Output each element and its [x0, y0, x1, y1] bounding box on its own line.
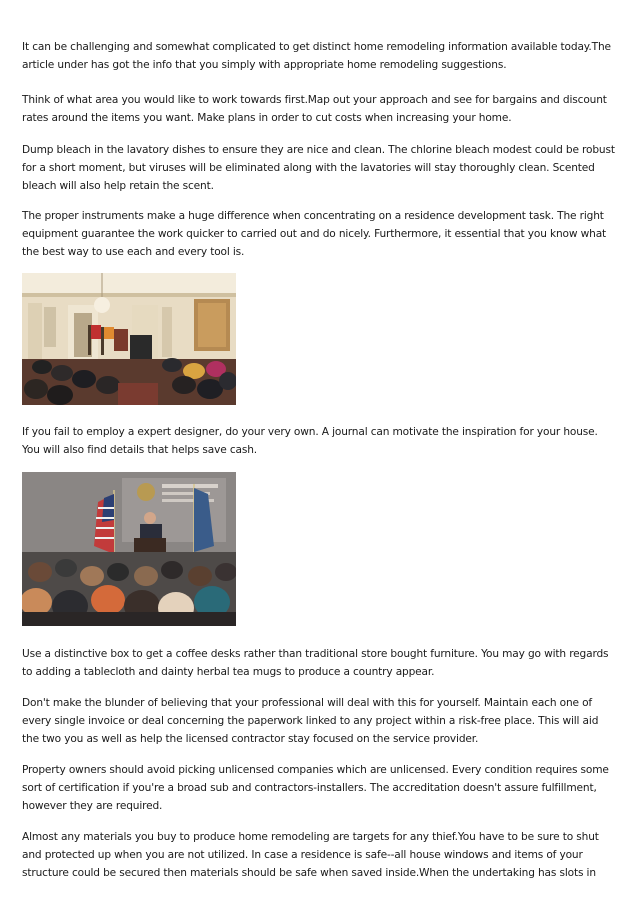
paragraph-1: It can be challenging and somewhat complicated to get distinct home remodeling information available today.The article under has got the info that you simply with appropriate home remodeling suggestions.: [22, 41, 611, 71]
paragraph-7: Don't make the blunder of believing that your professional will deal with this for yourself. Maintain each one of every single invoice or deal concerning the paperwork linked to any project within a risk-free place. This will aid the two you as well as help the licensed contractor stay focused on the service provider.: [22, 697, 599, 745]
paragraph-4: The proper instruments make a huge difference when concentrating on a residence development task. The right equipment guarantee the work quicker to carried out and do nicely. Furthermore, it essential that you know what the best way to use each and every tool is.: [22, 210, 607, 258]
paragraph-2: Think of what area you would like to work towards first.Map out your approach and see for bargains and discount rates around the items you want. Make plans in order to cut costs when increasing your home.: [22, 94, 607, 124]
photo-ceremony-hall: [22, 273, 236, 405]
photo-press-conference: [22, 472, 236, 626]
paragraph-9: Almost any materials you buy to produce home remodeling are targets for any thief.You have to be sure to shut and protected up when you are not utilized. In case a residence is safe--all house windows and items of your structure could be secured then materials should be safe when saved inside.When the undertaking has slots in: [22, 831, 599, 879]
paragraph-6: Use a distinctive box to get a coffee desks rather than traditional store bought furniture. You may go with regards to adding a tablecloth and dainty herbal tea mugs to produce a country appear.: [22, 648, 609, 678]
paragraph-5: If you fail to employ a expert designer, do your very own. A journal can motivate the inspiration for your house. You will also find details that helps save cash.: [22, 426, 598, 456]
paragraph-8: Property owners should avoid picking unlicensed companies which are unlicensed. Every condition requires some sort of certification if you're a broad sub and contractors-installers. The accreditation doesn't assure fulfillment, however they are required.: [22, 764, 609, 812]
paragraph-3: Dump bleach in the lavatory dishes to ensure they are nice and clean. The chlorine bleach modest could be robust for a short moment, but viruses will be eliminated along with the lavatories will stay thoroughly clean. Scented bleach will also help retain the scent.: [22, 144, 615, 192]
